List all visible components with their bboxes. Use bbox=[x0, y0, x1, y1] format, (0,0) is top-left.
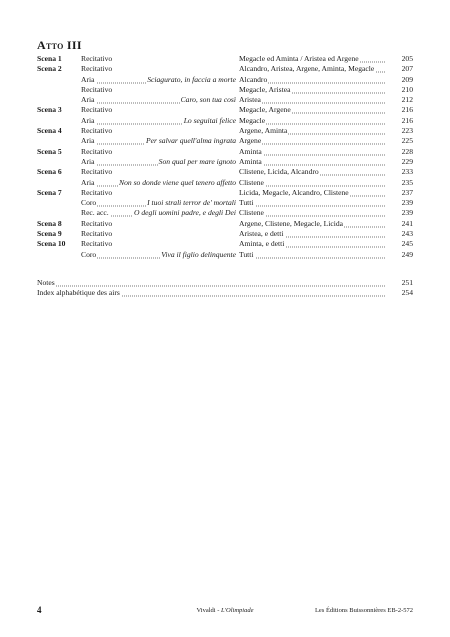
characters: Argene, Clistene, Megacle, Licida bbox=[239, 218, 344, 228]
page-ref: 239 bbox=[401, 198, 413, 208]
characters: Megacle bbox=[239, 115, 266, 125]
page-ref: 237 bbox=[401, 187, 413, 197]
page-ref: 228 bbox=[401, 146, 413, 156]
piece-type: Rec. acc. bbox=[81, 208, 109, 218]
piece-title: Caro, son tua così bbox=[180, 95, 236, 105]
piece-type: Aria bbox=[81, 177, 95, 187]
toc-row bbox=[37, 250, 413, 260]
piece-type: Aria bbox=[81, 136, 95, 146]
piece-type: Recitativo bbox=[81, 239, 113, 249]
scena-label: Scena 8 bbox=[37, 218, 62, 228]
characters: Aminta, e detti bbox=[239, 239, 285, 249]
scena-label: Scena 10 bbox=[37, 239, 66, 249]
piece-type: Aria bbox=[81, 115, 95, 125]
page-ref: 235 bbox=[401, 177, 413, 187]
act-title: Atto III bbox=[37, 38, 82, 52]
piece-title: Viva il figlio delinquente bbox=[161, 249, 236, 259]
characters: Megacle, Aristea bbox=[239, 84, 291, 94]
piece-type: Recitativo bbox=[81, 105, 113, 115]
page-ref: 225 bbox=[401, 136, 413, 146]
piece-type: Recitativo bbox=[81, 218, 113, 228]
page-ref: 239 bbox=[401, 208, 413, 218]
footer-author: Vivaldi - bbox=[196, 607, 222, 614]
characters: Clistene, Licida, Alcandro bbox=[239, 167, 319, 177]
page-ref: 245 bbox=[401, 239, 413, 249]
characters: Aristea bbox=[239, 95, 261, 105]
piece-type: Coro bbox=[81, 198, 97, 208]
characters: Aminta bbox=[239, 146, 262, 156]
piece-title: Sciagurato, in faccia a morte bbox=[147, 74, 236, 84]
piece-type: Recitativo bbox=[81, 167, 113, 177]
scena-label: Scena 6 bbox=[37, 167, 62, 177]
page-ref: 249 bbox=[401, 249, 413, 259]
footer-publisher: Les Éditions Buissonnières EB-2-572 bbox=[314, 607, 413, 614]
page-ref: 205 bbox=[401, 54, 413, 63]
scena-label: Scena 2 bbox=[37, 64, 62, 74]
page-ref: 216 bbox=[401, 115, 413, 125]
page-ref: 210 bbox=[401, 84, 413, 94]
piece-type: Aria bbox=[81, 74, 95, 84]
characters: Tutti bbox=[239, 249, 254, 259]
piece-type: Aria bbox=[81, 156, 95, 166]
piece-type: Recitativo bbox=[81, 54, 113, 63]
page-ref: 212 bbox=[401, 95, 413, 105]
page-ref: 223 bbox=[401, 126, 413, 136]
page-number: 4 bbox=[37, 605, 42, 615]
page-ref: 254 bbox=[401, 288, 413, 298]
scena-label: Scena 7 bbox=[37, 187, 62, 197]
page-ref: 251 bbox=[401, 278, 413, 287]
appendix-label: Index alphabétique des airs bbox=[37, 288, 120, 298]
piece-title: O degli uomini padre, e degli Dei bbox=[133, 208, 236, 218]
piece-title: I tuoi strali terror de' mortali bbox=[147, 198, 236, 208]
scena-label: Scena 9 bbox=[37, 229, 62, 239]
characters: Megacle ed Aminta / Aristea ed Argene bbox=[239, 54, 359, 63]
page-ref: 216 bbox=[401, 105, 413, 115]
piece-type: Recitativo bbox=[81, 84, 113, 94]
characters: Megacle, Argene bbox=[239, 105, 291, 115]
piece-type: Recitativo bbox=[81, 64, 113, 74]
footer-work-title: L'Olimpiade bbox=[221, 607, 254, 614]
scena-label: Scena 1 bbox=[37, 54, 62, 63]
characters: Licida, Megacle, Alcandro, Clistene bbox=[239, 187, 349, 197]
piece-type: Aria bbox=[81, 95, 95, 105]
page-footer bbox=[37, 607, 413, 617]
piece-title: Son qual per mare ignoto bbox=[158, 156, 236, 166]
piece-title: Non so donde viene quel tenero affetto bbox=[119, 177, 236, 187]
page-ref: 233 bbox=[401, 167, 413, 177]
appendix-list bbox=[37, 278, 413, 299]
piece-type: Recitativo bbox=[81, 146, 113, 156]
table-of-contents bbox=[37, 54, 413, 260]
characters: Tutti bbox=[239, 198, 254, 208]
appendix-label: Notes bbox=[37, 278, 55, 287]
characters: Alcandro, Aristea, Argene, Aminta, Megacle bbox=[239, 64, 375, 74]
scena-label: Scena 3 bbox=[37, 105, 62, 115]
page-ref: 207 bbox=[401, 64, 413, 74]
piece-type: Coro bbox=[81, 249, 97, 259]
piece-type: Recitativo bbox=[81, 126, 113, 136]
characters: Clistene bbox=[239, 177, 264, 187]
characters: Aristea, e detti bbox=[239, 229, 284, 239]
characters: Aminta bbox=[239, 156, 262, 166]
page-ref: 243 bbox=[401, 229, 413, 239]
page-ref: 229 bbox=[401, 156, 413, 166]
characters: Argene, Aminta bbox=[239, 126, 288, 136]
characters: Argene bbox=[239, 136, 262, 146]
piece-title: Lo seguitai felice bbox=[183, 115, 236, 125]
toc-row bbox=[37, 54, 413, 64]
piece-title: Per salvar quell'alma ingrata bbox=[145, 136, 236, 146]
scena-label: Scena 5 bbox=[37, 146, 62, 156]
piece-type: Recitativo bbox=[81, 187, 113, 197]
page-ref: 241 bbox=[401, 218, 413, 228]
scena-label: Scena 4 bbox=[37, 126, 62, 136]
page-ref: 209 bbox=[401, 74, 413, 84]
characters: Alcandro bbox=[239, 74, 268, 84]
piece-type: Recitativo bbox=[81, 229, 113, 239]
characters: Clistene bbox=[239, 208, 264, 218]
appendix-row bbox=[37, 288, 413, 298]
